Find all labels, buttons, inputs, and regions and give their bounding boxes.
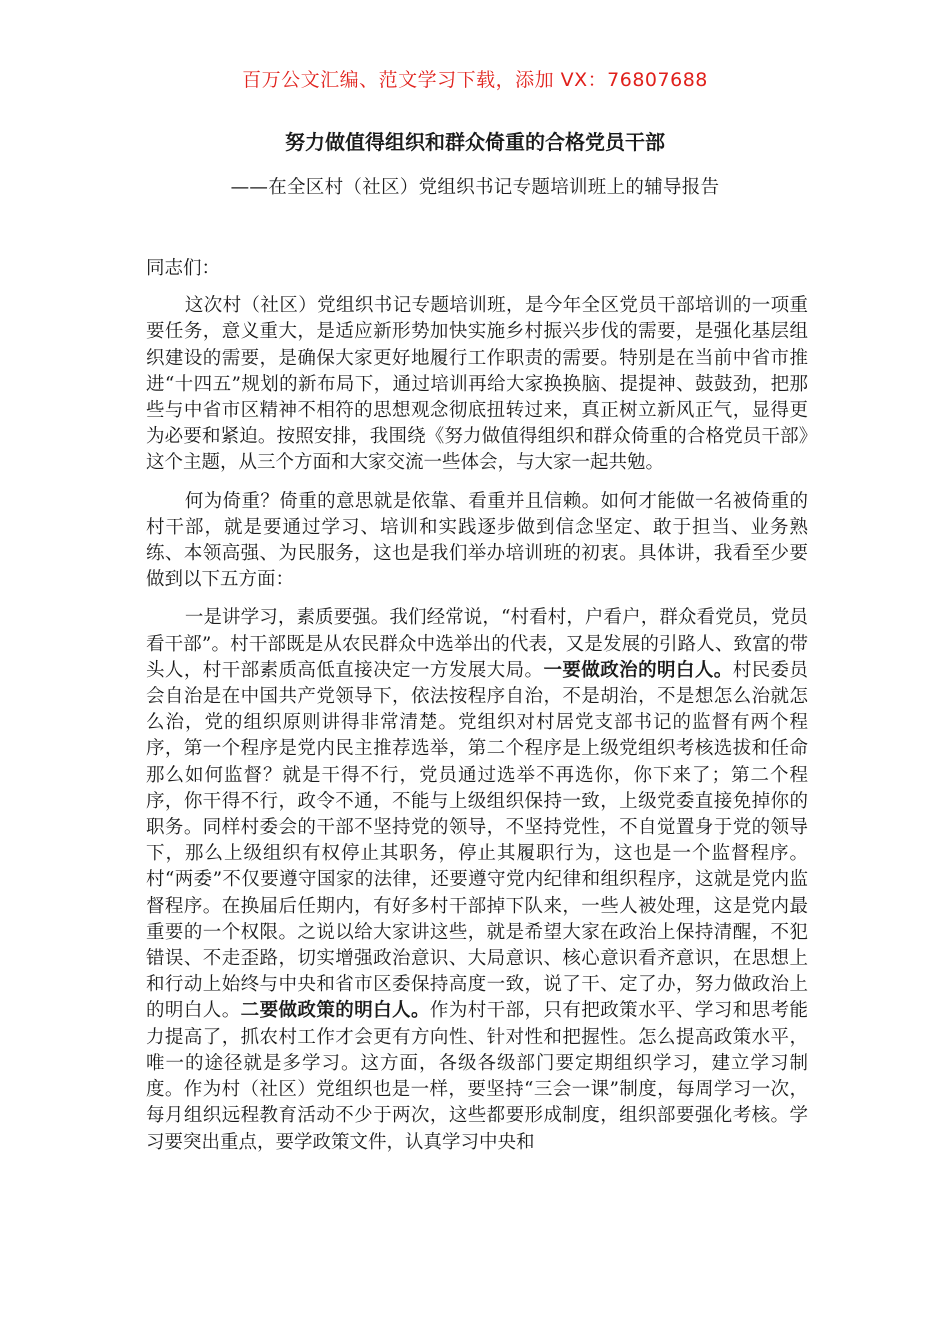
header-banner: 百万公文汇编、范文学习下载，添加 VX：76807688 — [242, 69, 708, 91]
document-subtitle: ——在全区村（社区）党组织书记专题培训班上的辅导报告 — [230, 177, 720, 198]
bold-heading-political: 一要做政治的明白人。 — [543, 659, 733, 681]
document-title: 努力做值得组织和群众倚重的合格党员干部 — [285, 130, 665, 154]
paragraph-text: 村民委员会自治是在中国共产党领导下，依法按程序自治，不是胡治，不是想怎么治就怎么治，党的组织原则讲得非常清楚。党组织对村居党支部书记的监督有两个程序，第一个程序是党内民主推荐选举，第二个程序是上级党组织考核选拔和任命那么如何监督？就是干得不行，党员通过选举不再选你，你下来了；第二个程序，你干得不行，政令不通，不能与上级组织保持一致，上级党委直接免掉你的职务。同样村委会的干部不坚持党的领导，不坚持党性，不自觉置身于党的领导下，那么上级组织有权停止其职务，停止其履职行为，这也是一个监督程序。村“两委”不仅要遵守国家的法律，还要遵守党内纪律和组织程序，这就是党内监督程序。在换届后任期内，有好多村干部掉下队来，一些人被处理，这是党内最重要的一个权限。之说以给大家讲这些，就是希望大家在政治上保持清醒，不犯错误、不走歪路，切实增强政治意识、大局意识、核心意识看齐意识，在思想上和行动上始终与中央和省市区委保持高度一致，说了干、定了办，努力做政治上的明白人。 — [146, 659, 808, 1022]
paragraph-intro: 这次村（社区）党组织书记专题培训班，是今年全区党员干部培训的一项重要任务，意义重大，是适应新形势加快实施乡村振兴步伐的需要，是强化基层组织建设的需要，是确保大家更好地履行工作职责的需要。特别是在当前中省市推进“十四五”规划的新布局下，通过培训再给大家换换脑、提提神、鼓鼓劲，把那些与中省市区精神不相符的思想观念彻底扭转过来，真正树立新风正气，显得更为必要和紧迫。按照安排，我围绕《努力做值得组织和群众倚重的合格党员干部》这个主题，从三个方面和大家交流一些体会，与大家一起共勉。 — [146, 295, 808, 474]
document-body — [146, 256, 808, 1168]
paragraph-text: 一是讲学习，素质要强。我们经常说，“村看村，户看户，群众看党员，党员看干部”。村干部既是从农民群众中选举出的代表，又是发展的引路人、致富的带头人，村干部素质高低直接决定一方发展大局。 — [146, 607, 808, 681]
bold-heading-policy: 二要做政策的明白人。 — [240, 1000, 430, 1022]
paragraph-definition: 何为倚重？倚重的意思就是依靠、看重并且信赖。如何才能做一名被倚重的村干部，就是要通过学习、培训和实践逐步做到信念坚定、敢于担当、业务熟练、本领高强、为民服务，这也是我们举办培训班的初衷。具体讲，我看至少要做到以下五方面： — [146, 490, 808, 591]
salutation: 同志们： — [146, 258, 221, 279]
paragraph-point-one — [146, 605, 808, 1155]
paragraph-text: 作为村干部，只有把政策水平、学习和思考能力提高了，抓农村工作才会更有方向性、针对性和把握性。怎么提高政策水平，唯一的途径就是多学习。这方面，各级各级部门要定期组织学习，建立学习制度。作为村（社区）党组织也是一样，要坚持“三会一课”制度，每周学习一次，每月组织远程教育活动不少于两次，这些都要形成制度，组织部要强化考核。学习要突出重点，要学政策文件，认真学习中央和 — [146, 1000, 808, 1153]
